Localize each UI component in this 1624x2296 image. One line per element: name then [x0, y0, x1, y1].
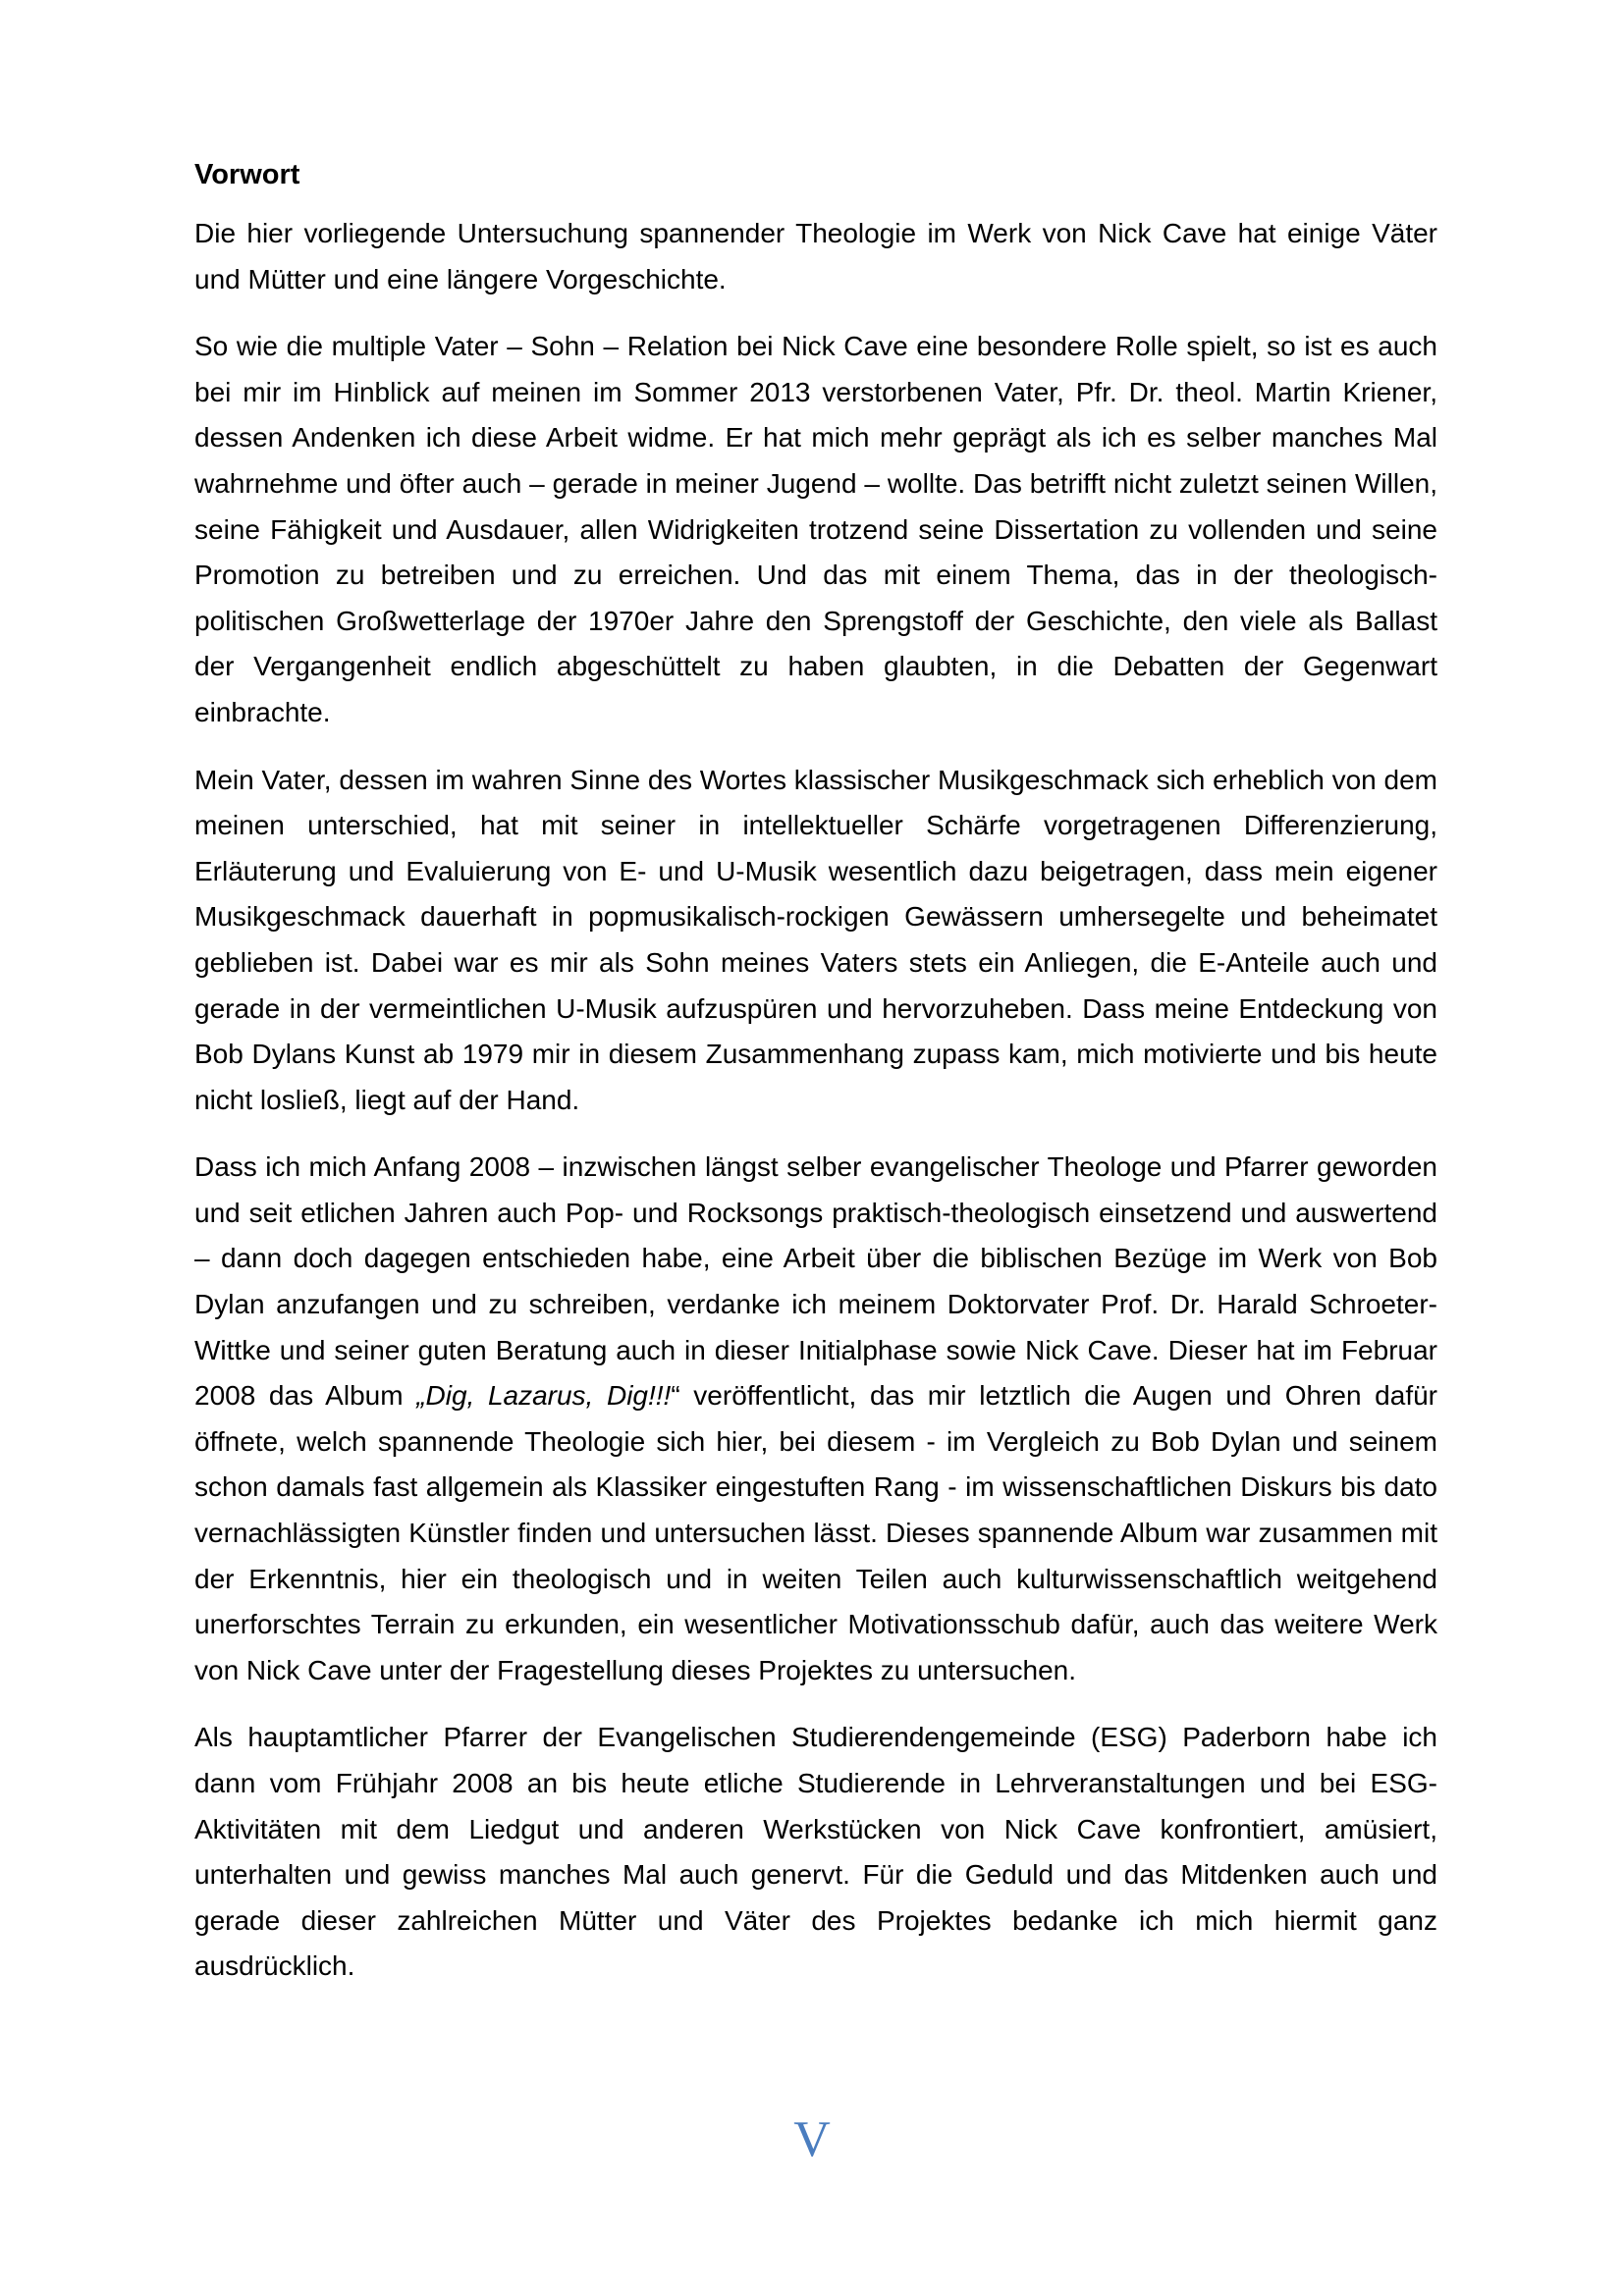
- paragraph-intro: Die hier vorliegende Untersuchung spannender Theologie im Werk von Nick Cave hat einige Väter und Mütter und eine längere Vorgeschichte.: [194, 218, 1437, 294]
- paragraph-music-taste: Mein Vater, dessen im wahren Sinne des Wortes klassischer Musikgeschmack sich erheblich von dem meinen unterschied, hat mit seiner in intellektueller Schärfe vorgetragenen Differenzierung, Erläuterung und Evaluierung von E- und U-Musik wesentlich dazu beigetragen, dass mein eigener Musikgeschmack dauerhaft in popmusikalisch-rockigen Gewässern umhersegelte und beheimatet geblieben ist. Dabei war es mir als Sohn meines Vaters stets ein Anliegen, die E-Anteile auch und gerade in der vermeintlichen U-Musik aufzuspüren und hervorzuheben. Dass meine Entdeckung von Bob Dylans Kunst ab 1979 mir in diesem Zusammenhang zupass kam, mich motivierte und bis heute nicht losließ, liegt auf der Hand.: [194, 764, 1437, 1115]
- paragraph-text-before: Dass ich mich Anfang 2008 – inzwischen längst selber evangelischer Theologe und Pfarrer geworden und seit etlichen Jahren auch Pop- und Rocksongs praktisch-theologisch einsetzend und auswertend – dann doch dagegen entschieden habe, eine Arbeit über die biblischen Bezüge im Werk von Bob Dylan anzufangen und zu schreiben, verdanke ich meinem Doktorvater Prof. Dr. Harald Schroeter-Wittke und seiner guten Beratung auch in dieser Initialphase sowie Nick Cave. Dieser hat im Februar 2008 das Album: [194, 1151, 1437, 1412]
- paragraph-esg: Als hauptamtlicher Pfarrer der Evangelischen Studierendengemeinde (ESG) Paderborn habe ich dann vom Frühjahr 2008 an bis heute etliche Studierende in Lehrveranstaltungen und bei ESG-Aktivitäten mit dem Liedgut und anderen Werkstücken von Nick Cave konfrontiert, amüsiert, unterhalten und gewiss manches Mal auch genervt. Für die Geduld und das Mitdenken auch und gerade dieser zahlreichen Mütter und Väter des Projektes bedanke ich mich hiermit ganz ausdrücklich.: [194, 1722, 1437, 1982]
- page-number: V: [793, 2111, 831, 2167]
- document-page: [194, 152, 1437, 2011]
- paragraph-text-after: “ veröffentlicht, das mir letztlich die Augen und Ohren dafür öffnete, welch spannende Theologie sich hier, bei diesem - im Vergleich zu Bob Dylan und seinem schon damals fast allgemein als Klassiker eingestuften Rang - im wissenschaftlichen Diskurs bis dato vernachlässigten Künstler finden und untersuchen lässt. Dieses spannende Album war zusammen mit der Erkenntnis, hier ein theologisch und in weiten Teilen auch kulturwissenschaftlich weitgehend unerforschtes Terrain zu erkunden, ein wesentlicher Motivationsschub dafür, auch das weitere Werk von Nick Cave unter der Fragestellung dieses Projektes zu untersuchen.: [194, 1380, 1437, 1685]
- album-title: „Dig, Lazarus, Dig!!!: [416, 1380, 672, 1412]
- paragraph-father: So wie die multiple Vater – Sohn – Relation bei Nick Cave eine besondere Rolle spielt, so ist es auch bei mir im Hinblick auf meinen im Sommer 2013 verstorbenen Vater, Pfr. Dr. theol. Martin Kriener, dessen Andenken ich diese Arbeit widme. Er hat mich mehr geprägt als ich es selber manches Mal wahrnehme und öfter auch – gerade in meiner Jugend – wollte. Das betrifft nicht zuletzt seinen Willen, seine Fähigkeit und Ausdauer, allen Widrigkeiten trotzend seine Dissertation zu vollenden und seine Promotion zu betreiben und zu erreichen. Und das mit einem Thema, das in der theologisch-politischen Großwetterlage der 1970er Jahre den Sprengstoff der Geschichte, den viele als Ballast der Vergangenheit endlich abgeschüttelt zu haben glaubten, in die Debatten der Gegenwart einbrachte.: [194, 331, 1437, 727]
- section-heading: Vorwort: [194, 159, 300, 190]
- paragraph-nick-cave-album: [194, 1145, 1437, 1693]
